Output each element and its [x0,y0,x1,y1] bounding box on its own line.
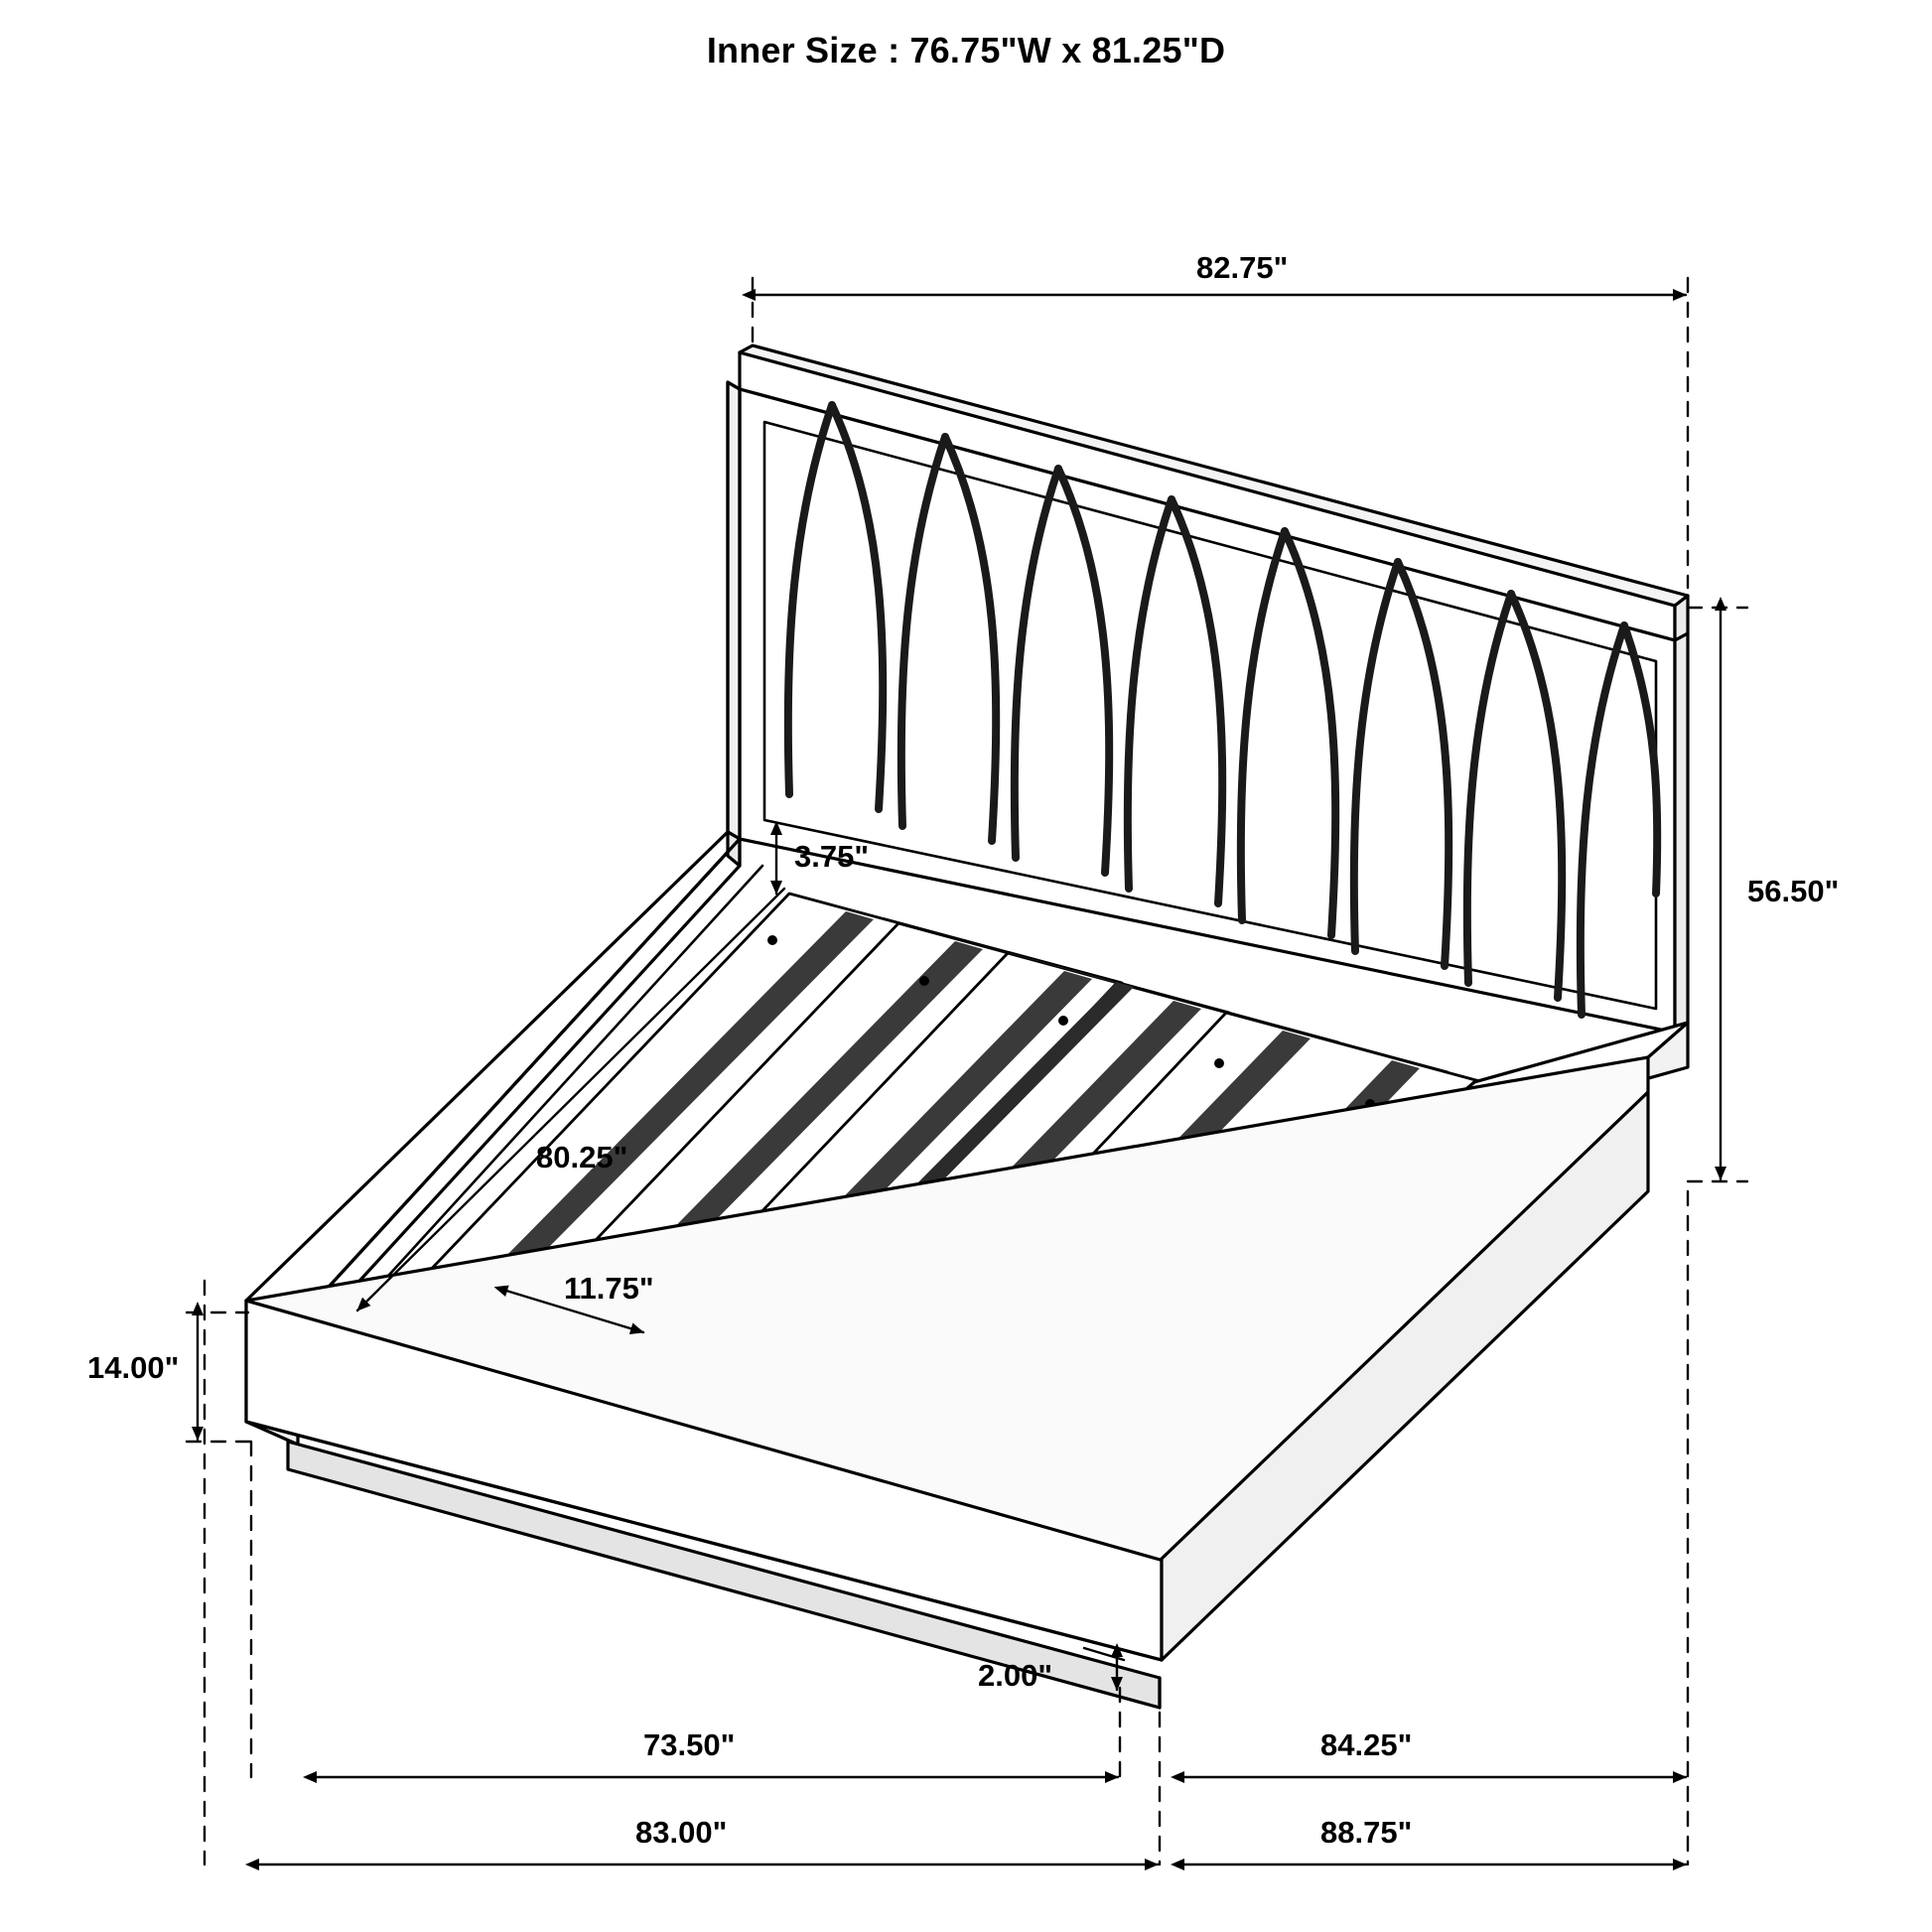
dim-label-frame-height: 14.00" [87,1350,180,1385]
dim-label-headboard-height: 56.50" [1747,874,1840,908]
dim-label-headboard-width: 82.75" [1196,250,1289,285]
dim-label-foot-front-width: 73.50" [643,1727,736,1762]
page-title: Inner Size : 76.75"W x 81.25"D [706,30,1226,70]
dim-label-foot-right-width: 84.25" [1320,1727,1413,1762]
dim-label-overall-right-width: 88.75" [1320,1815,1413,1850]
dim-label-overall-left-width: 83.00" [635,1815,728,1850]
dim-label-rail-thickness: 3.75" [794,839,870,874]
dim-label-slat-spacing: 11.75" [564,1271,654,1306]
dim-label-plinth-reveal: 2.00" [978,1658,1053,1693]
dim-label-slat-length: 80.25" [536,1140,628,1174]
